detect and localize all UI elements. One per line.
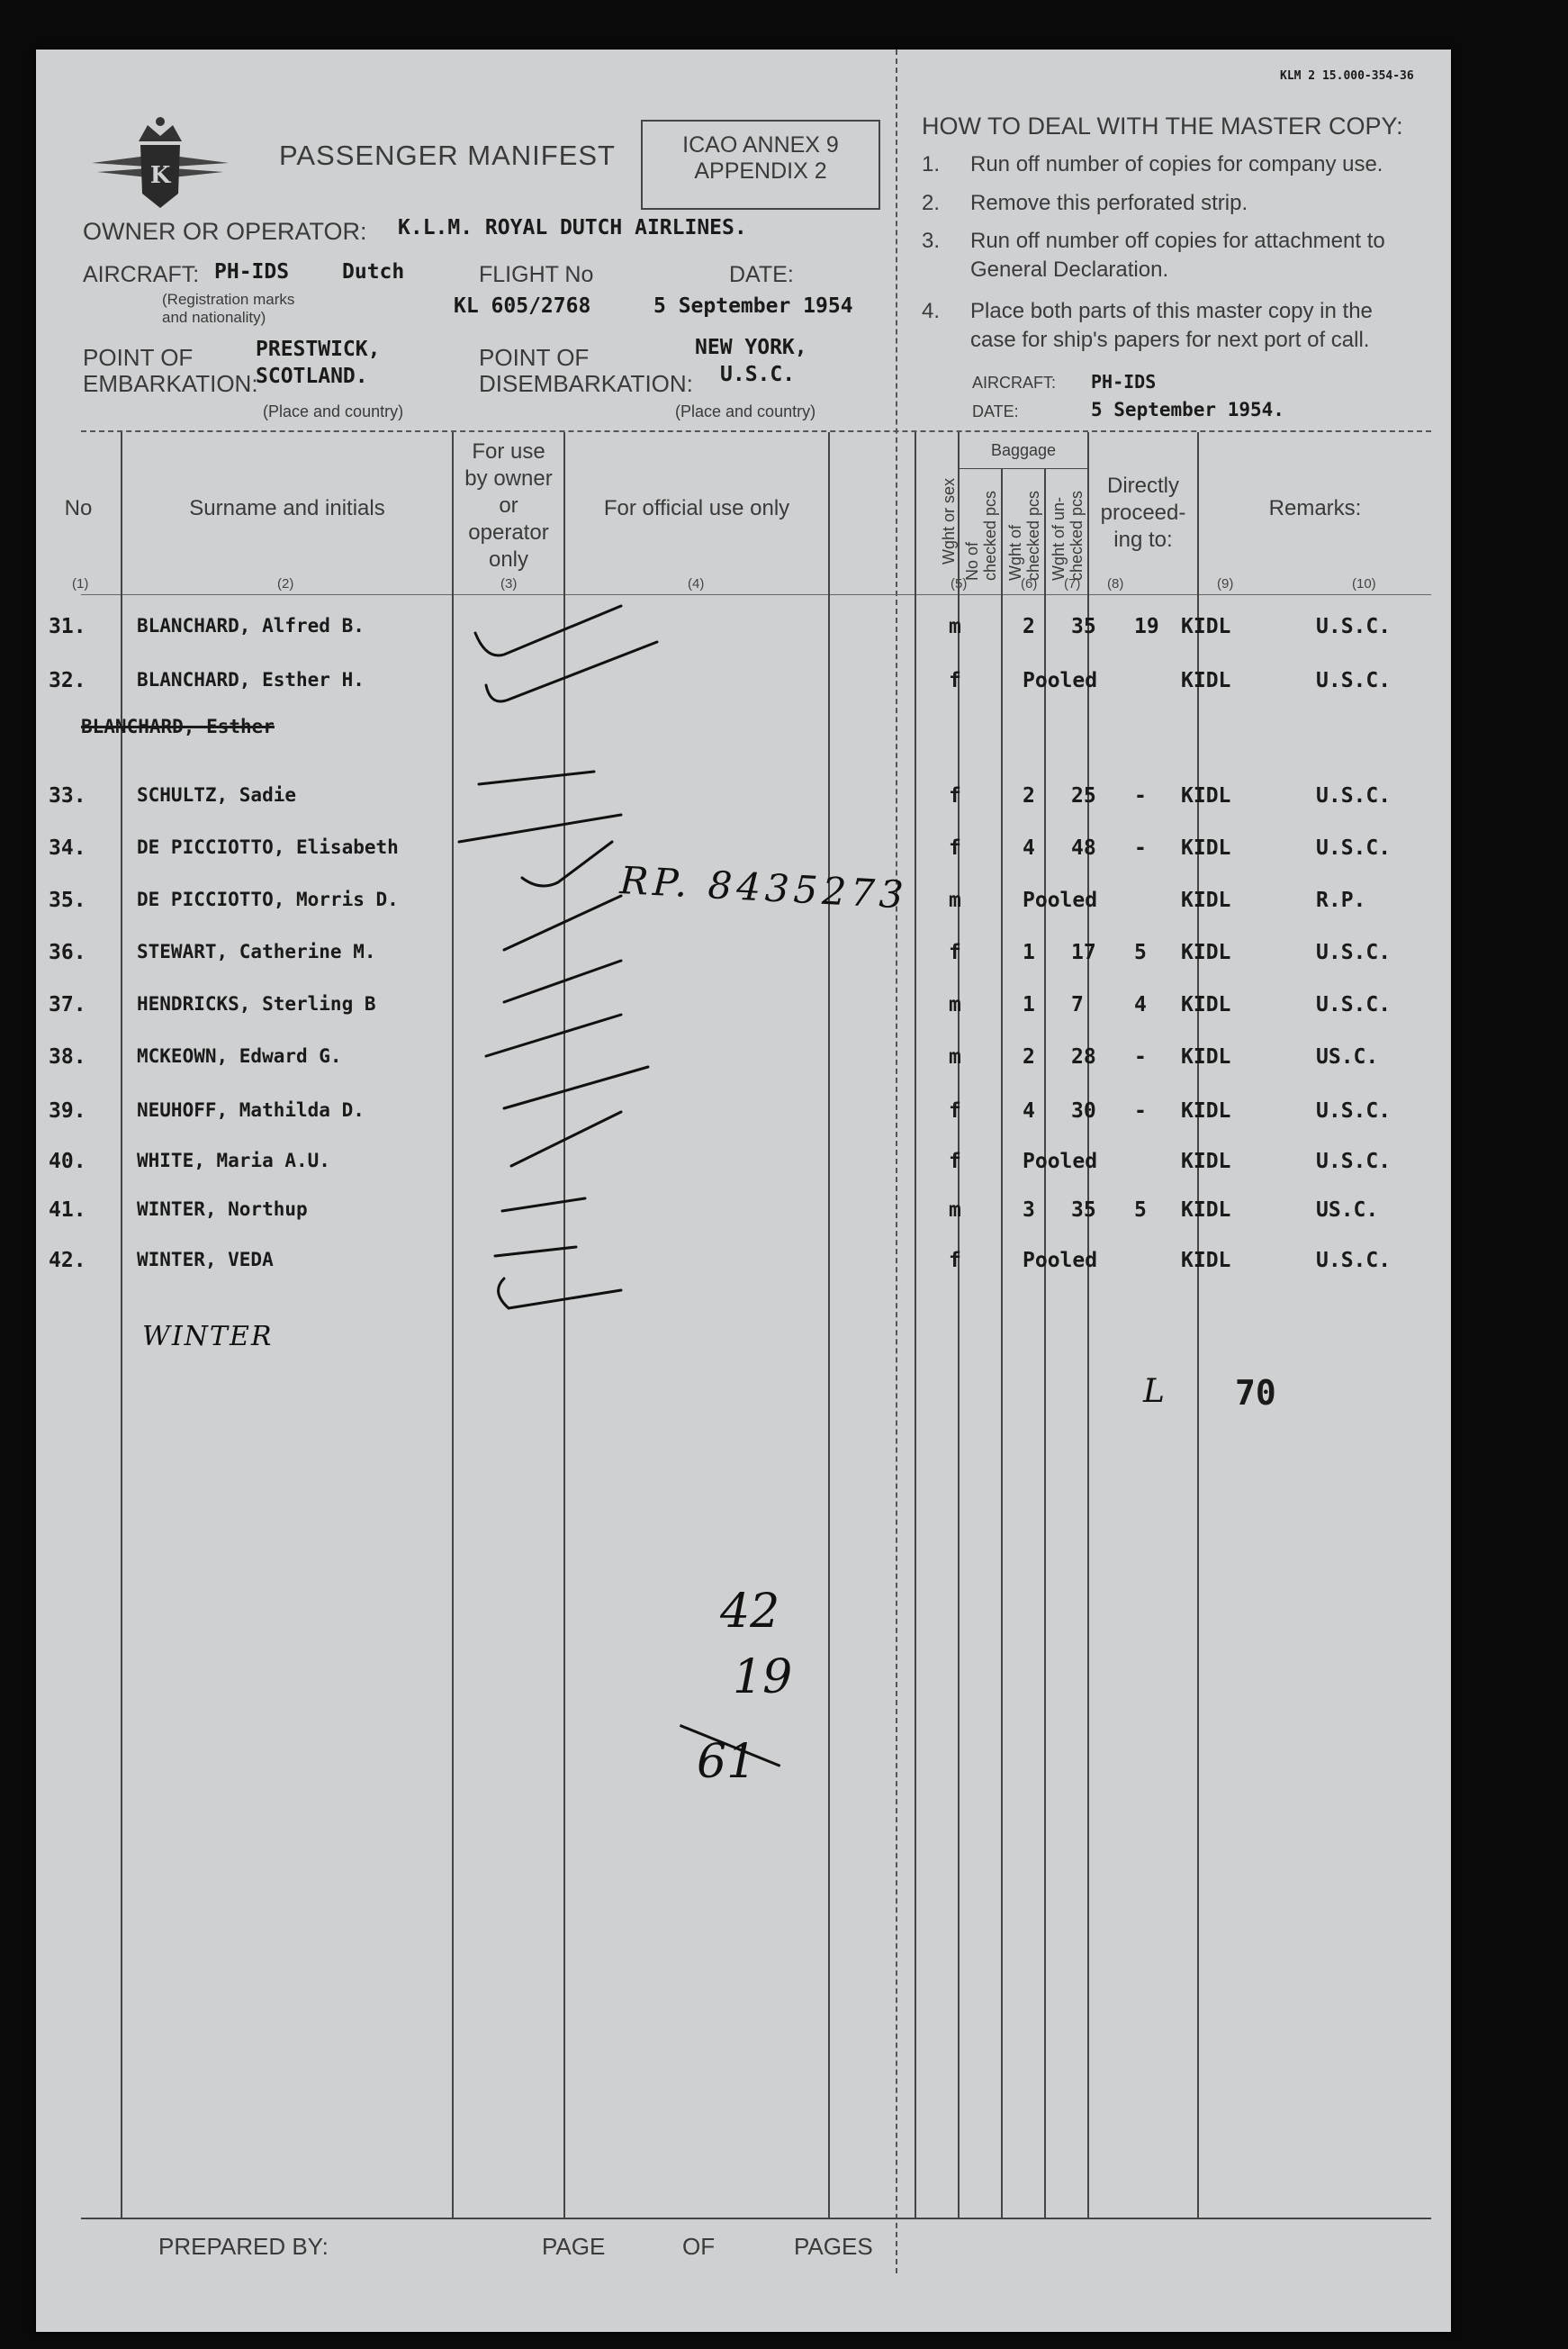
- unchecked-weight: 5: [1134, 1198, 1147, 1222]
- checked-pieces: Pooled: [1023, 889, 1098, 912]
- embarkation-value-1: PRESTWICK,: [256, 338, 381, 361]
- row-number: 41.: [49, 1198, 86, 1222]
- passenger-sex: f: [949, 669, 961, 692]
- passenger-sex: m: [949, 993, 961, 1016]
- col-unch-header-2: checked pcs: [1068, 490, 1086, 581]
- destination-line-1: Directly: [1106, 474, 1179, 498]
- instruction-step-text: Run off number of copies for company use.: [970, 152, 1383, 176]
- remarks: U.S.C.: [1316, 993, 1392, 1016]
- checked-weight: 25: [1071, 784, 1096, 808]
- col-number: (2): [277, 576, 294, 592]
- col-baggage-header: Baggage: [990, 441, 1057, 459]
- remarks: U.S.C.: [1316, 669, 1392, 692]
- passenger-name: BLANCHARD, Alfred B.: [137, 615, 365, 637]
- checked-weight: 48: [1071, 836, 1096, 860]
- destination: KIDL: [1181, 1099, 1231, 1123]
- passenger-name: WHITE, Maria A.U.: [137, 1150, 330, 1171]
- passenger-sex: m: [949, 1198, 961, 1222]
- remarks: U.S.C.: [1316, 1099, 1392, 1123]
- embarkation-note: (Place and country): [263, 402, 404, 420]
- aircraft-label: AIRCRAFT:: [83, 262, 200, 287]
- checked-pieces: 2: [1023, 1045, 1035, 1069]
- unchecked-weight: 19: [1134, 615, 1159, 638]
- pages-label: PAGES: [794, 2233, 873, 2260]
- checked-weight: 7: [1071, 993, 1084, 1016]
- baggage-total: 70: [1235, 1373, 1276, 1413]
- col-wght-header-2: checked pcs: [1024, 490, 1042, 581]
- checked-weight: 35: [1071, 1198, 1096, 1222]
- remarks: U.S.C.: [1316, 941, 1392, 964]
- checked-pieces: 4: [1023, 1099, 1035, 1123]
- col-number: (3): [500, 576, 518, 592]
- icao-line-2: APPENDIX 2: [694, 158, 827, 184]
- disembarkation-value-2: U.S.C.: [720, 363, 796, 386]
- remarks: U.S.C.: [1316, 836, 1392, 860]
- instruction-step-text: General Declaration.: [970, 257, 1169, 282]
- col-number: (1): [72, 576, 89, 592]
- checked-weight: 17: [1071, 941, 1096, 964]
- passenger-sex: f: [949, 941, 961, 964]
- checked-pieces: 2: [1023, 784, 1035, 808]
- col-wght-header-1: Wght of: [1006, 524, 1024, 581]
- form-serial: KLM 2 15.000-354-36: [1280, 69, 1414, 83]
- passenger-name: NEUHOFF, Mathilda D.: [137, 1099, 365, 1121]
- destination: KIDL: [1181, 941, 1231, 964]
- checked-pieces: 3: [1023, 1198, 1035, 1222]
- passenger-name: MCKEOWN, Edward G.: [137, 1045, 342, 1067]
- passenger-name: STEWART, Catherine M.: [137, 941, 376, 962]
- passenger-sex: m: [949, 1045, 961, 1069]
- unchecked-weight: -: [1134, 1099, 1147, 1123]
- col-sex-header: Wght or sex: [940, 477, 958, 565]
- flight-value: KL 605/2768: [454, 294, 591, 318]
- passenger-name: HENDRICKS, Sterling B: [137, 993, 376, 1015]
- passenger-name: WINTER, Northup: [137, 1198, 308, 1220]
- destination: KIDL: [1181, 889, 1231, 912]
- instruction-step-text: Remove this perforated strip.: [970, 191, 1248, 215]
- remarks: U.S.C.: [1316, 1249, 1392, 1272]
- destination: KIDL: [1181, 1198, 1231, 1222]
- passenger-name: DE PICCIOTTO, Elisabeth: [137, 836, 399, 858]
- passenger-sex: f: [949, 836, 961, 860]
- handwritten-tally-3: 61: [697, 1735, 757, 1789]
- row-number: 32.: [49, 669, 86, 692]
- passenger-sex: f: [949, 1150, 961, 1173]
- col-number: (6): [1021, 576, 1038, 592]
- icao-line-1: ICAO ANNEX 9: [682, 132, 839, 158]
- row-number: 40.: [49, 1150, 86, 1173]
- date-value: 5 September 1954: [653, 294, 853, 318]
- page-label: PAGE: [542, 2233, 606, 2260]
- unchecked-weight: -: [1134, 836, 1147, 860]
- svg-text:K: K: [149, 162, 171, 189]
- instruction-step-text: case for ship's papers for next port of call.: [970, 328, 1370, 352]
- checked-pieces: Pooled: [1023, 669, 1098, 692]
- row-number: 31.: [49, 615, 86, 638]
- row-number: 33.: [49, 784, 86, 808]
- destination: KIDL: [1181, 1045, 1231, 1069]
- row-number: 35.: [49, 889, 86, 912]
- owner-use-line-2: by owner: [464, 466, 553, 491]
- remarks: US.C.: [1316, 1045, 1379, 1069]
- handwritten-tally-2: 19: [733, 1650, 793, 1704]
- col-surname-header: Surname and initials: [189, 496, 385, 520]
- col-no-header: No: [64, 496, 93, 520]
- destination: KIDL: [1181, 1249, 1231, 1272]
- col-remarks-header: Remarks:: [1268, 496, 1362, 520]
- instruction-step-number: 3.: [922, 229, 941, 253]
- checked-weight: 35: [1071, 615, 1096, 638]
- handwritten-tally-1: 42: [720, 1585, 780, 1639]
- col-unch-header-1: Wght of un-: [1050, 496, 1068, 581]
- checked-weight: 30: [1071, 1099, 1096, 1123]
- instr-aircraft-label: AIRCRAFT:: [972, 374, 1057, 392]
- of-label: OF: [682, 2233, 716, 2260]
- flight-label: FLIGHT No: [479, 262, 594, 287]
- destination: KIDL: [1181, 1150, 1231, 1173]
- instruction-step-number: 4.: [922, 299, 941, 323]
- remarks: U.S.C.: [1316, 615, 1392, 638]
- col-number: (5): [951, 576, 968, 592]
- passenger-sex: m: [949, 889, 961, 912]
- col-number: (7): [1064, 576, 1081, 592]
- instruction-step-number: 1.: [922, 152, 941, 176]
- prepared-by-label: PREPARED BY:: [158, 2233, 329, 2260]
- row-number: 38.: [49, 1045, 86, 1069]
- checked-pieces: 1: [1023, 941, 1035, 964]
- handwritten-ticks: [36, 50, 1451, 1400]
- embarkation-value-2: SCOTLAND.: [256, 365, 368, 388]
- disembarkation-note: (Place and country): [675, 402, 816, 420]
- unchecked-weight: 5: [1134, 941, 1147, 964]
- unchecked-weight: 4: [1134, 993, 1147, 1016]
- destination: KIDL: [1181, 669, 1231, 692]
- col-official-header: For official use only: [603, 496, 790, 520]
- instruction-step-number: 2.: [922, 191, 941, 215]
- col-number: (9): [1217, 576, 1234, 592]
- passenger-name: DE PICCIOTTO, Morris D.: [137, 889, 399, 910]
- handwritten-rp-number: RP. 8435273: [618, 858, 909, 917]
- destination-line-3: ing to:: [1113, 528, 1173, 552]
- unchecked-weight: -: [1134, 1045, 1147, 1069]
- instr-date-label: DATE:: [972, 402, 1019, 420]
- aircraft-value: PH-IDS: [214, 260, 290, 284]
- remarks: U.S.C.: [1316, 784, 1392, 808]
- passenger-sex: f: [949, 1249, 961, 1272]
- embarkation-label-2: EMBARKATION:: [83, 370, 258, 397]
- passenger-name: SCHULTZ, Sadie: [137, 784, 297, 806]
- unchecked-weight: -: [1134, 784, 1147, 808]
- passenger-name: BLANCHARD, Esther H.: [137, 669, 365, 691]
- struck-out-text: BLANCHARD, Esther: [81, 716, 275, 737]
- handwritten-total-mark: L: [1143, 1373, 1165, 1410]
- form-title: PASSENGER MANIFEST: [279, 140, 616, 171]
- col-number: (10): [1352, 576, 1376, 592]
- col-pcs-header-2: checked pcs: [981, 490, 999, 581]
- owner-value: K.L.M. ROYAL DUTCH AIRLINES.: [398, 216, 747, 239]
- checked-pieces: Pooled: [1023, 1249, 1098, 1272]
- passenger-sex: m: [949, 615, 961, 638]
- destination: KIDL: [1181, 993, 1231, 1016]
- owner-use-line-3: or: [499, 493, 518, 518]
- destination: KIDL: [1181, 615, 1231, 638]
- owner-label: OWNER OR OPERATOR:: [83, 218, 367, 245]
- passenger-name: WINTER, VEDA: [137, 1249, 274, 1270]
- row-number: 39.: [49, 1099, 86, 1123]
- checked-pieces: 2: [1023, 615, 1035, 638]
- table-bottom-border: [81, 2218, 1431, 2219]
- passenger-sex: f: [949, 1099, 961, 1123]
- manifest-page: [36, 50, 1451, 2332]
- remarks: R.P.: [1316, 889, 1366, 912]
- col-pcs-header-1: No of: [963, 541, 981, 581]
- row-number: 42.: [49, 1249, 86, 1272]
- owner-use-line-5: only: [488, 547, 529, 572]
- aircraft-note-2: and nationality): [162, 309, 266, 326]
- col-number: (8): [1107, 576, 1124, 592]
- row-number: 34.: [49, 836, 86, 860]
- disembarkation-label-1: POINT OF: [479, 344, 590, 371]
- handwritten-winter-correction: WINTER: [142, 1321, 274, 1352]
- destination: KIDL: [1181, 836, 1231, 860]
- row-number: 37.: [49, 993, 86, 1016]
- remarks: U.S.C.: [1316, 1150, 1392, 1173]
- col-number: (4): [688, 576, 705, 592]
- embarkation-label-1: POINT OF: [83, 344, 194, 371]
- disembarkation-value-1: NEW YORK,: [695, 336, 807, 359]
- checked-weight: 28: [1071, 1045, 1096, 1069]
- instr-date-value: 5 September 1954.: [1091, 399, 1284, 420]
- destination-line-2: proceed-: [1100, 501, 1186, 525]
- checked-pieces: 1: [1023, 993, 1035, 1016]
- disembarkation-label-2: DISEMBARKATION:: [479, 370, 693, 397]
- aircraft-note-1: (Registration marks: [162, 291, 295, 308]
- date-label: DATE:: [729, 262, 794, 287]
- checked-pieces: 4: [1023, 836, 1035, 860]
- passenger-sex: f: [949, 784, 961, 808]
- destination: KIDL: [1181, 784, 1231, 808]
- owner-use-line-1: For use: [472, 439, 545, 464]
- owner-use-line-4: operator: [468, 520, 549, 545]
- instructions-title: HOW TO DEAL WITH THE MASTER COPY:: [922, 113, 1403, 140]
- row-number: 36.: [49, 941, 86, 964]
- instr-aircraft-value: PH-IDS: [1091, 371, 1157, 393]
- aircraft-nationality: Dutch: [342, 260, 405, 284]
- remarks: US.C.: [1316, 1198, 1379, 1222]
- instruction-step-text: Run off number off copies for attachment to: [970, 229, 1385, 253]
- checked-pieces: Pooled: [1023, 1150, 1098, 1173]
- instruction-step-text: Place both parts of this master copy in the: [970, 299, 1373, 323]
